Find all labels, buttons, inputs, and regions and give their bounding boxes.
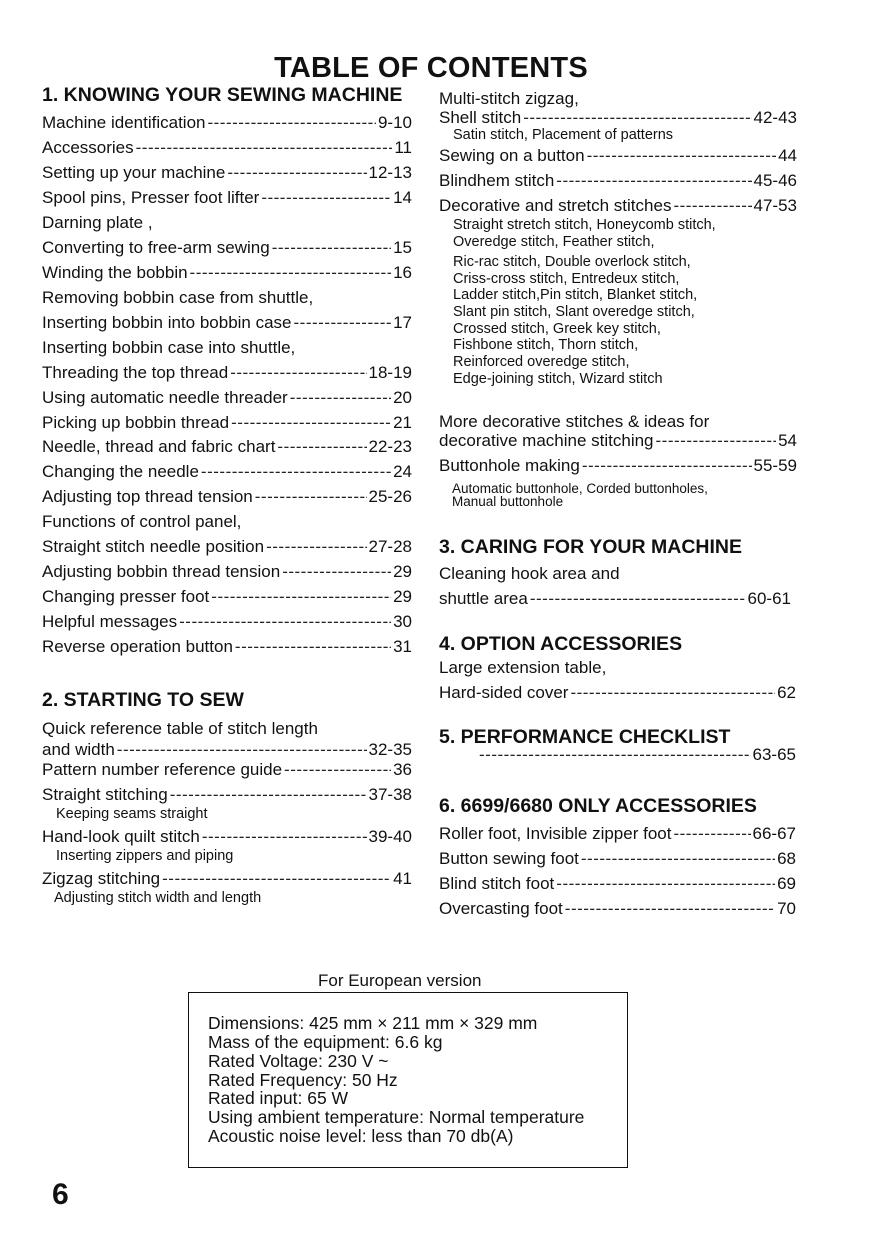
toc-line: More decorative stitches & ideas for: [439, 412, 710, 431]
toc-subline: Overedge stitch, Feather stitch,: [453, 234, 655, 250]
entry-page: 9-10: [377, 113, 412, 132]
toc-subline: Ladder stitch,Pin stitch, Blanket stitch,: [453, 287, 698, 303]
entry-page: 12-13: [368, 163, 412, 182]
toc-subline: Criss-cross stitch, Entredeux stitch,: [453, 271, 680, 287]
entry-page: 30: [393, 612, 412, 631]
toc-entry[interactable]: [42, 113, 412, 133]
leader-dots: [556, 171, 751, 191]
leader-dots: [235, 637, 391, 657]
leader-dots: [179, 612, 391, 632]
toc-entry[interactable]: [42, 785, 412, 805]
toc-entry[interactable]: [439, 683, 796, 703]
leader-dots: [673, 824, 750, 844]
leader-dots: [211, 587, 391, 607]
toc-line: Cleaning hook area and: [439, 564, 620, 583]
leader-dots: [136, 138, 393, 158]
european-spec-box: [188, 992, 628, 1168]
entry-label: Hard-sided cover: [439, 683, 569, 702]
entry-page: 41: [393, 869, 412, 888]
toc-entry[interactable]: [42, 413, 412, 433]
entry-page: 29: [393, 562, 412, 581]
leader-dots: [284, 760, 391, 780]
entry-page: 69: [777, 874, 796, 893]
toc-entry[interactable]: [42, 487, 412, 507]
entry-label: Blind stitch foot: [439, 874, 555, 893]
toc-entry[interactable]: [42, 437, 412, 457]
leader-dots: [290, 388, 391, 408]
entry-label: Inserting bobbin into bobbin case: [42, 313, 292, 332]
entry-page: 11: [394, 138, 412, 157]
toc-line: Darning plate ,: [42, 213, 153, 232]
entry-label: Zigzag stitching: [42, 869, 161, 888]
entry-page: 44: [778, 146, 797, 165]
entry-page: 36: [393, 760, 412, 779]
toc-entry[interactable]: [477, 745, 796, 765]
toc-entry[interactable]: [439, 431, 797, 451]
entry-label: Spool pins, Presser foot lifter: [42, 188, 260, 207]
entry-label: Using automatic needle threader: [42, 388, 288, 407]
leader-dots: [556, 874, 775, 894]
leader-dots: [277, 437, 366, 457]
toc-subline: Inserting zippers and piping: [56, 848, 234, 864]
entry-page: 66-67: [752, 824, 796, 843]
toc-line: Quick reference table of stitch length: [42, 719, 318, 738]
toc-subline: Reinforced overedge stitch,: [453, 354, 630, 370]
toc-entry[interactable]: [42, 238, 412, 258]
entry-label: Button sewing foot: [439, 849, 579, 868]
entry-label: Adjusting top thread tension: [42, 487, 253, 506]
toc-subline: Slant pin stitch, Slant overedge stitch,: [453, 304, 695, 320]
toc-subline: Manual buttonhole: [452, 494, 564, 509]
entry-label: Blindhem stitch: [439, 171, 555, 190]
entry-page: 14: [393, 188, 412, 207]
entry-label: Picking up bobbin thread: [42, 413, 230, 432]
entry-label: Setting up your machine: [42, 163, 226, 182]
leader-dots: [201, 462, 391, 482]
entry-page: 25-26: [368, 487, 412, 506]
leader-dots: [479, 745, 751, 765]
entry-label: Changing the needle: [42, 462, 199, 481]
entry-label: Needle, thread and fabric chart: [42, 437, 276, 456]
toc-entry[interactable]: [42, 537, 412, 557]
toc-entry[interactable]: [42, 562, 412, 582]
toc-entry[interactable]: [439, 196, 797, 216]
toc-entry[interactable]: [439, 171, 797, 191]
toc-entry[interactable]: [42, 637, 412, 657]
entry-page: 63-65: [752, 745, 796, 764]
entry-label: Converting to free-arm sewing: [42, 238, 270, 257]
entry-page: 62: [777, 683, 796, 702]
toc-entry[interactable]: [42, 740, 412, 760]
entry-page: 60-61: [747, 589, 791, 608]
entry-label: Machine identification: [42, 113, 206, 132]
toc-entry[interactable]: [42, 263, 412, 283]
entry-page: 27-28: [368, 537, 412, 556]
toc-subline: Edge-joining stitch, Wizard stitch: [453, 371, 663, 387]
leader-dots: [255, 487, 367, 507]
entry-label: Changing presser foot: [42, 587, 210, 606]
spec-line: Mass of the equipment: 6.6 kg: [208, 1032, 443, 1052]
leader-dots: [570, 683, 775, 703]
entry-label: decorative machine stitching: [439, 431, 654, 450]
leader-dots: [272, 238, 391, 258]
toc-subline: Automatic buttonhole, Corded buttonholes,: [452, 481, 708, 496]
leader-dots: [230, 363, 366, 383]
toc-entry[interactable]: [439, 824, 796, 844]
toc-entry[interactable]: [42, 188, 412, 208]
entry-label: Accessories: [42, 138, 134, 157]
entry-page: 29: [393, 587, 412, 606]
entry-label: Shell stitch: [439, 108, 522, 127]
toc-entry[interactable]: [439, 146, 797, 166]
entry-label: Reverse operation button: [42, 637, 233, 656]
spec-line: Acoustic noise level: less than 70 db(A): [208, 1126, 514, 1146]
toc-entry[interactable]: [42, 313, 412, 333]
toc-subline: Adjusting stitch width and length: [54, 890, 262, 906]
toc-line: Large extension table,: [439, 658, 607, 677]
leader-dots: [656, 431, 777, 451]
toc-subline: Straight stretch stitch, Honeycomb stitch,: [453, 217, 716, 233]
entry-page: 32-35: [368, 740, 412, 759]
toc-line: Inserting bobbin case into shuttle,: [42, 338, 296, 357]
leader-dots: [565, 899, 775, 919]
leader-dots: [162, 869, 391, 889]
toc-subline: Keeping seams straight: [56, 806, 208, 822]
leader-dots: [202, 827, 367, 847]
toc-entry[interactable]: [439, 874, 796, 894]
entry-label: shuttle area: [439, 589, 528, 608]
leader-dots: [190, 263, 392, 283]
entry-label: Overcasting foot: [439, 899, 563, 918]
toc-entry[interactable]: [42, 612, 412, 632]
leader-dots: [117, 740, 367, 760]
toc-line: Removing bobbin case from shuttle,: [42, 288, 314, 307]
leader-dots: [673, 196, 751, 216]
leader-dots: [581, 849, 775, 869]
entry-label: Helpful messages: [42, 612, 178, 631]
toc-entry[interactable]: [439, 589, 791, 609]
toc-subline: Ric-rac stitch, Double overlock stitch,: [453, 254, 691, 270]
entry-page: 21: [393, 413, 412, 432]
toc-entry[interactable]: [439, 456, 797, 476]
toc-line: Functions of control panel,: [42, 512, 242, 531]
entry-label: Buttonhole making: [439, 456, 580, 475]
section-1-heading: 1. KNOWING YOUR SEWING MACHINE: [42, 84, 403, 106]
toc-entry[interactable]: [42, 587, 412, 607]
entry-page: 55-59: [753, 456, 797, 475]
entry-label: Decorative and stretch stitches: [439, 196, 672, 215]
leader-dots: [227, 163, 366, 183]
spec-line: Rated Frequency: 50 Hz: [208, 1070, 398, 1090]
toc-entry[interactable]: [42, 138, 412, 158]
entry-page: 39-40: [368, 827, 412, 846]
spec-line: Using ambient temperature: Normal temperature: [208, 1107, 585, 1127]
entry-label: Roller foot, Invisible zipper foot: [439, 824, 672, 843]
entry-label: Straight stitch needle position: [42, 537, 265, 556]
entry-page: 42-43: [753, 108, 797, 127]
entry-label: Adjusting bobbin thread tension: [42, 562, 281, 581]
entry-label: Pattern number reference guide: [42, 760, 283, 779]
entry-page: 22-23: [368, 437, 412, 456]
section-6-heading: 6. 6699/6680 ONLY ACCESSORIES: [439, 795, 757, 817]
entry-page: 31: [393, 637, 412, 656]
entry-page: 16: [393, 263, 412, 282]
toc-entry[interactable]: [439, 108, 797, 128]
section-3-heading: 3. CARING FOR YOUR MACHINE: [439, 536, 742, 558]
entry-page: 15: [393, 238, 412, 257]
entry-page: 54: [778, 431, 797, 450]
entry-label: Sewing on a button: [439, 146, 585, 165]
leader-dots: [207, 113, 375, 133]
leader-dots: [582, 456, 752, 476]
entry-page: 18-19: [368, 363, 412, 382]
entry-label: Threading the top thread: [42, 363, 229, 382]
leader-dots: [294, 313, 392, 333]
toc-entry[interactable]: [439, 849, 796, 869]
leader-dots: [170, 785, 367, 805]
entry-page: 24: [393, 462, 412, 481]
entry-page: 45-46: [753, 171, 797, 190]
leader-dots: [231, 413, 391, 433]
toc-entry[interactable]: [42, 869, 412, 889]
european-caption: For European version: [318, 971, 482, 990]
entry-label: Straight stitching: [42, 785, 168, 804]
spec-line: Dimensions: 425 mm × 211 mm × 329 mm: [208, 1013, 538, 1033]
leader-dots: [266, 537, 366, 557]
entry-page: 70: [777, 899, 796, 918]
section-2-heading: 2. STARTING TO SEW: [42, 689, 244, 711]
toc-entry[interactable]: [42, 827, 412, 847]
spec-line: Rated Voltage: 230 V ~: [208, 1051, 389, 1071]
entry-page: 68: [777, 849, 796, 868]
entry-label: and width: [42, 740, 115, 759]
toc-subline: Fishbone stitch, Thorn stitch,: [453, 337, 639, 353]
leader-dots: [523, 108, 751, 128]
entry-page: 37-38: [368, 785, 412, 804]
toc-line: Multi-stitch zigzag,: [439, 89, 579, 108]
spec-line: Rated input: 65 W: [208, 1088, 349, 1108]
toc-entry[interactable]: [439, 899, 796, 919]
toc-entry[interactable]: [42, 363, 412, 383]
leader-dots: [587, 146, 777, 166]
toc-entry[interactable]: [42, 388, 412, 408]
entry-label: Hand-look quilt stitch: [42, 827, 200, 846]
leader-dots: [530, 589, 746, 609]
toc-entry[interactable]: [42, 462, 412, 482]
page-number: 6: [52, 1178, 69, 1211]
entry-label: Winding the bobbin: [42, 263, 188, 282]
toc-subline: Satin stitch, Placement of patterns: [453, 127, 674, 143]
entry-page: 20: [393, 388, 412, 407]
section-4-heading: 4. OPTION ACCESSORIES: [439, 633, 683, 655]
toc-entry[interactable]: [42, 760, 412, 780]
leader-dots: [261, 188, 391, 208]
toc-entry[interactable]: [42, 163, 412, 183]
section-5-heading: 5. PERFORMANCE CHECKLIST: [439, 726, 731, 748]
entry-page: 47-53: [753, 196, 797, 215]
page-title: TABLE OF CONTENTS: [274, 52, 588, 84]
entry-page: 17: [393, 313, 412, 332]
toc-subline: Crossed stitch, Greek key stitch,: [453, 321, 661, 337]
leader-dots: [282, 562, 391, 582]
